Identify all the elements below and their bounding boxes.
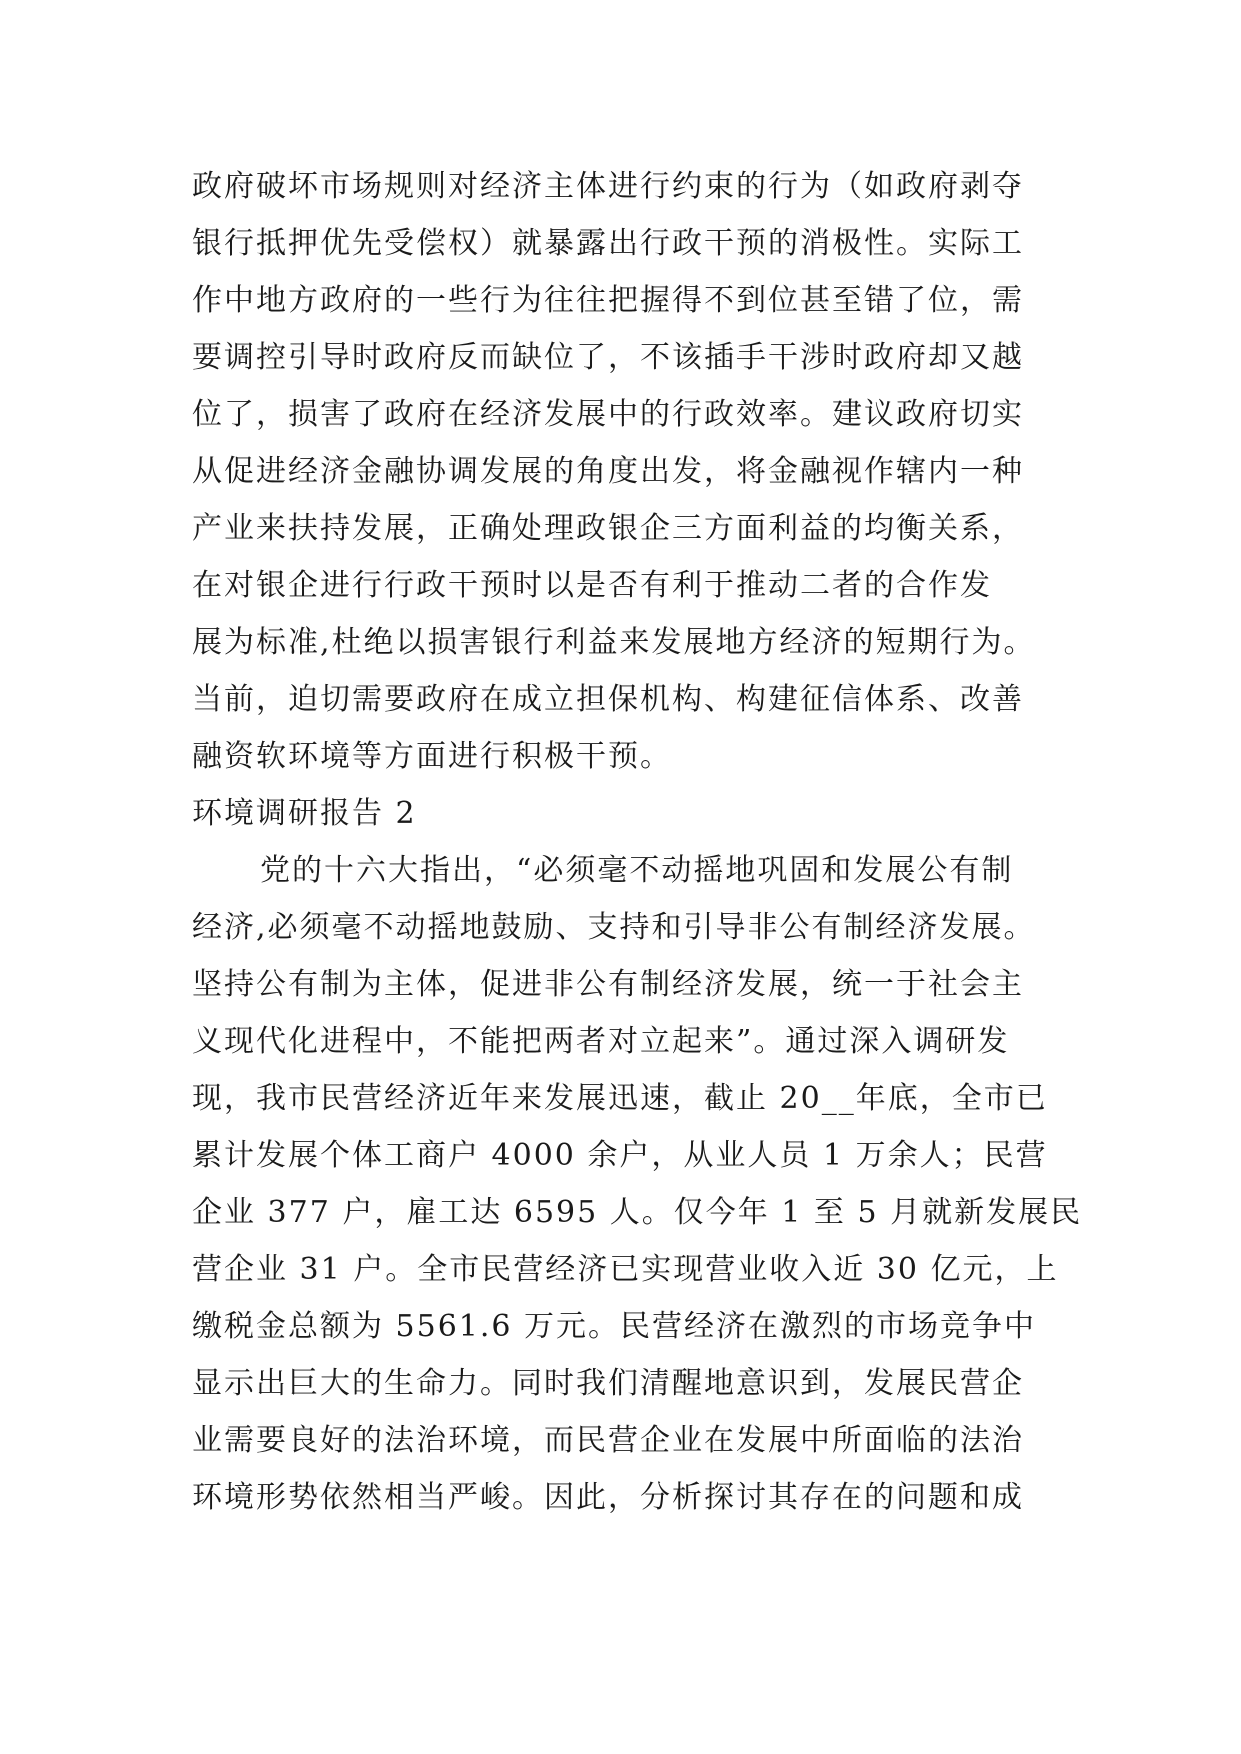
paragraph-line: 营企业 31 户。全市民营经济已实现营业收入近 30 亿元，上	[192, 1252, 1059, 1287]
paragraph-line: 在对银企进行行政干预时以是否有利于推动二者的合作发	[192, 568, 992, 603]
paragraph-line: 政府破坏市场规则对经济主体进行约束的行为（如政府剥夺	[192, 169, 1024, 204]
paragraph-line: 义现代化进程中，不能把两者对立起来”。通过深入调研发	[192, 1024, 1010, 1059]
paragraph-line: 银行抵押优先受偿权）就暴露出行政干预的消极性。实际工	[192, 226, 1024, 261]
paragraph-line: 现，我市民营经济近年来发展迅速，截止 20__年底，全市已	[192, 1081, 1048, 1116]
paragraph-line: 累计发展个体工商户 4000 余户，从业人员 1 万余人；民营	[192, 1138, 1048, 1173]
paragraph-line: 环境形势依然相当严峻。因此，分析探讨其存在的问题和成	[192, 1480, 1024, 1515]
paragraph-line: 当前，迫切需要政府在成立担保机构、构建征信体系、改善	[192, 682, 1024, 717]
paragraph-line: 经济,必须毫不动摇地鼓励、支持和引导非公有制经济发展。	[192, 910, 1036, 945]
paragraph-line: 缴税金总额为 5561.6 万元。民营经济在激烈的市场竞争中	[192, 1309, 1037, 1344]
paragraph-line: 显示出巨大的生命力。同时我们清醒地意识到，发展民营企	[192, 1366, 1024, 1401]
paragraph-line: 从促进经济金融协调发展的角度出发，将金融视作辖内一种	[192, 454, 1024, 489]
paragraph-line: 融资软环境等方面进行积极干预。	[192, 739, 672, 774]
section-heading: 环境调研报告 2	[192, 796, 417, 831]
paragraph-line: 业需要良好的法治环境，而民营企业在发展中所面临的法治	[192, 1423, 1024, 1458]
paragraph-line: 坚持公有制为主体，促进非公有制经济发展，统一于社会主	[192, 967, 1024, 1002]
paragraph-line: 企业 377 户，雇工达 6595 人。仅今年 1 至 5 月就新发展民	[192, 1195, 1083, 1230]
document-body	[192, 158, 1083, 1526]
paragraph-line: 作中地方政府的一些行为往往把握得不到位甚至错了位，需	[192, 283, 1024, 318]
paragraph-line: 位了，损害了政府在经济发展中的行政效率。建议政府切实	[192, 397, 1024, 432]
paragraph-line: 党的十六大指出，“必须毫不动摇地巩固和发展公有制	[260, 853, 1014, 888]
paragraph-line: 产业来扶持发展，正确处理政银企三方面利益的均衡关系，	[192, 511, 1024, 546]
paragraph-line: 展为标准,杜绝以损害银行利益来发展地方经济的短期行为。	[192, 625, 1036, 660]
paragraph-line: 要调控引导时政府反而缺位了，不该插手干涉时政府却又越	[192, 340, 1024, 375]
